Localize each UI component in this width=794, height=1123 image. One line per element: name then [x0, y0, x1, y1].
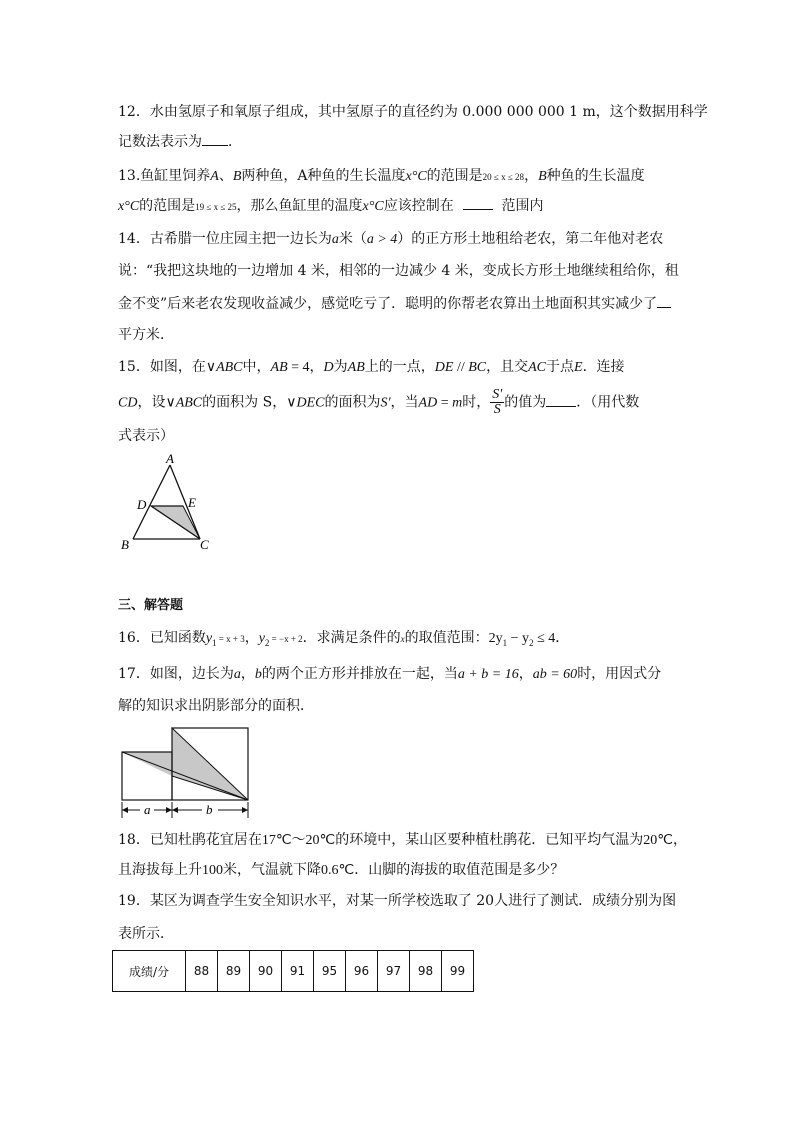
section-heading: 三、解答题 [118, 598, 184, 613]
label-c: C [200, 537, 209, 552]
scores-table [112, 950, 474, 992]
score-cell: 96 [346, 951, 378, 992]
q15-line2: CD，设∨ABC的面积为 S，∨DEC的面积为S′，当AD = m时， $\frac{S'}{S}$ 的值为 ．（用代数 [118, 387, 640, 417]
label-b: b [206, 802, 213, 817]
q12-text: 12．水由氢原子和氧原子组成，其中氢原子的直径约为 0.000 000 000 1 m，这个数据用科学 [118, 104, 708, 120]
table-row [113, 951, 474, 992]
label-e: E [188, 495, 196, 510]
q14-line3: 金不变”后来老农发现收益减少，感觉吃亏了．聪明的你帮老农算出土地面积其实减少了 [118, 294, 671, 314]
q12-text2: 记数法表示为 [118, 134, 202, 150]
fraction: $\frac{S'}{S}$ [492, 387, 503, 417]
score-cell: 88 [186, 951, 218, 992]
q12-line1 [118, 102, 708, 122]
q19-line2: 表所示． [118, 926, 174, 942]
score-cell: 89 [218, 951, 250, 992]
q19-line1: 19．某区为调查学生安全知识水平，对某一所学校选取了 20人进行了测试．成绩分别为图 [118, 893, 677, 909]
score-cell: 99 [442, 951, 474, 992]
arrow-head [122, 807, 128, 813]
answer-blank [463, 197, 493, 210]
q12-line2: 记数法表示为 ． [118, 134, 242, 150]
score-cell: 95 [314, 951, 346, 992]
label-d: D [137, 497, 147, 512]
shaded-triangle [172, 728, 248, 800]
shaded-region [122, 752, 172, 776]
answer-blank [202, 133, 228, 146]
label-b: B [121, 537, 129, 552]
q15-line1: 15．如图，在∨ABC中，AB = 4，D为AB上的一点，DE // BC，且交AC于点E．连接 [118, 359, 625, 375]
q13-line2: x°C的范围是19 ≤ x ≤ 25，那么鱼缸里的温度x°C应该控制在 范围内 [118, 198, 544, 214]
score-cell: 90 [250, 951, 282, 992]
score-cell: 98 [410, 951, 442, 992]
arrow-head [242, 807, 248, 813]
answer-blank [657, 295, 671, 308]
label-a: A [166, 451, 174, 466]
q14-line1: 14．古希腊一位庄园主把一边长为a米（a > 4）的正方形土地租给老农，第二年他对老农 [118, 231, 664, 247]
score-cell: 97 [378, 951, 410, 992]
q18-line2: 且海拔每上升100米，气温就下降0.6℃．山脚的海拔的取值范围是多少？ [118, 862, 565, 878]
answer-blank [546, 394, 576, 407]
arrow-head [172, 807, 178, 813]
q14-line2: 说：“我把这块地的一边增加 4 米，相邻的一边减少 4 米，变成长方形土地继续租给你，租 [118, 263, 679, 279]
score-cell: 91 [282, 951, 314, 992]
squares-figure [118, 724, 254, 824]
q13-line1: 13.鱼缸里饲养A、B两种鱼，A种鱼的生长温度x°C的范围是20 ≤ x ≤ 28，B种鱼的生长温度 [118, 168, 645, 184]
q14-line4: 平方米． [118, 327, 174, 343]
triangle-figure [112, 450, 222, 555]
q18-line1: 18．已知杜鹃花宜居在17℃～20℃的环境中，某山区要种植杜鹃花．已知平均气温为20℃， [118, 832, 688, 848]
table-header-cell: 成绩/分 [113, 951, 186, 992]
q15-line3: 式表示） [118, 428, 174, 444]
q17-line1: 17．如图，边长为a，b的两个正方形并排放在一起，当a + b = 16，ab = 60时，用因式分 [118, 666, 662, 682]
q16-line: 16．已知函数$y_1 = x + 3$，$y_2 = -x + 2$．求满足条件的x的取值范围：$2y_1 - y_2 \le 4$． [118, 630, 570, 648]
label-a: a [144, 802, 151, 817]
q17-line2: 解的知识求出阴影部分的面积． [118, 698, 314, 714]
arrow-head [166, 807, 172, 813]
